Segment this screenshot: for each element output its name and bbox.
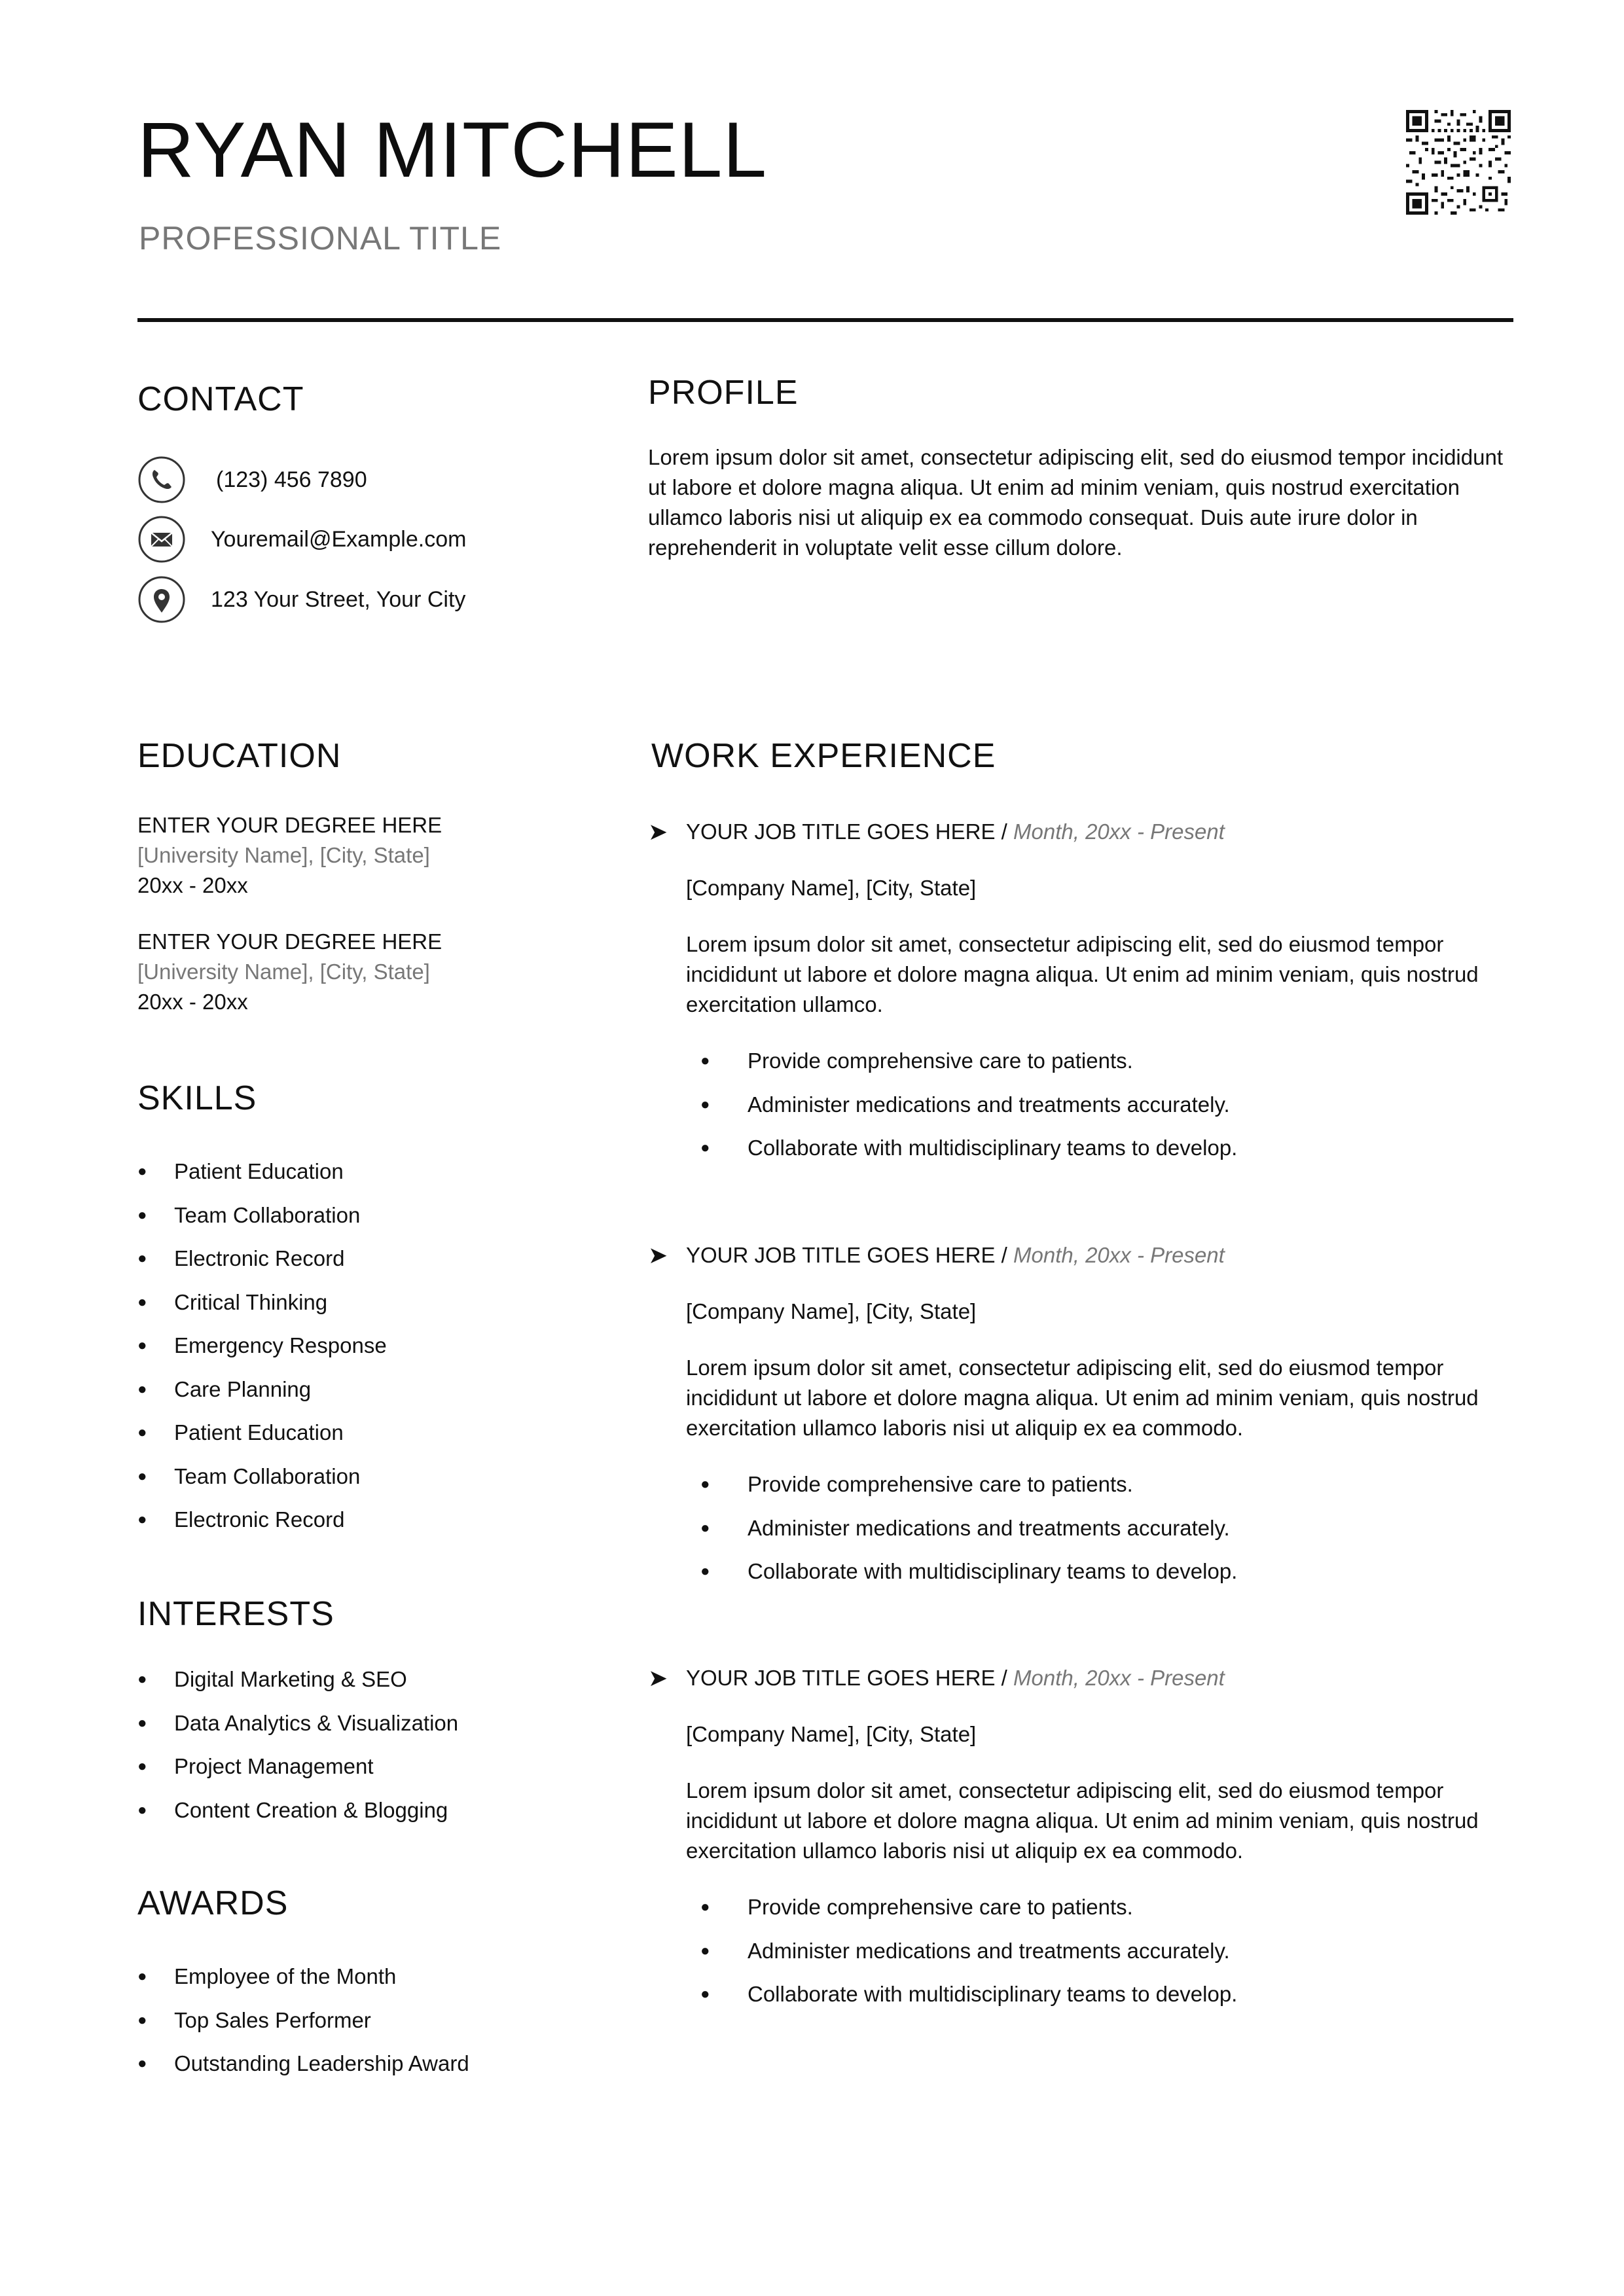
education-entry [137,810,635,901]
contact-phone-row [137,454,661,506]
list-item: ● Content Creation & Blogging [137,1795,648,1839]
job-bullet-list [648,1046,1525,1177]
interests-heading: INTERESTS [137,1595,334,1633]
list-item: ● Patient Education [137,1418,648,1462]
education-heading: EDUCATION [137,737,342,775]
candidate-name: RYAN MITCHELL [137,106,768,194]
contact-phone: (123) 456 7890 [216,467,367,492]
job-header [648,817,1525,847]
list-item: ● Collaborate with multidisciplinary teams to develop. [648,1133,1525,1177]
profile-heading: PROFILE [648,374,799,412]
list-item: ● Critical Thinking [137,1287,648,1331]
arrow-bullet-icon: ➤ [648,1664,668,1691]
job-description: Lorem ipsum dolor sit amet, consectetur adipiscing elit, sed do eiusmod tempor incididunt ut labore et dolore magna aliqua. Ut enim ad minim veniam, quis nostrud exercitation ullamco laboris nisi ut aliquip ex ea commodo. [686,1778,1479,1863]
job-separator: / [995,1666,1014,1690]
education-degree: ENTER YOUR DEGREE HERE [137,813,442,837]
job-entry [648,1663,1525,2023]
job-header [648,1240,1525,1270]
job-company: [Company Name], [City, State] [686,1722,977,1746]
header-divider [137,318,1513,322]
job-entry [648,1240,1525,1600]
arrow-bullet-icon: ➤ [648,818,668,845]
list-item: ● Administer medications and treatments accurately. [648,1513,1525,1557]
contact-email-row [137,513,661,565]
job-title: YOUR JOB TITLE GOES HERE [686,1666,996,1690]
list-item: ● Provide comprehensive care to patients. [648,1892,1525,1936]
contact-email: Youremail@Example.com [211,526,467,552]
list-item: ● Electronic Record [137,1505,648,1549]
job-separator: / [995,819,1014,844]
list-item: ● Team Collaboration [137,1462,648,1505]
education-university: [University Name], [City, State] [137,843,430,867]
education-years: 20xx - 20xx [137,990,248,1014]
professional-title: PROFESSIONAL TITLE [139,220,502,257]
list-item: ● Collaborate with multidisciplinary teams to develop. [648,1556,1525,1600]
education-years: 20xx - 20xx [137,873,248,897]
job-description: Lorem ipsum dolor sit amet, consectetur adipiscing elit, sed do eiusmod tempor incididunt ut labore et dolore magna aliqua. Ut enim ad minim veniam, quis nostrud exercitation ullamco laboris nisi ut aliquip ex ea commodo. [686,1355,1479,1440]
list-item: ● Provide comprehensive care to patients. [648,1046,1525,1090]
list-item: ● Digital Marketing & SEO [137,1664,648,1708]
job-entry [648,817,1525,1177]
job-title: YOUR JOB TITLE GOES HERE [686,819,996,844]
job-separator: / [995,1243,1014,1267]
profile-summary: Lorem ipsum dolor sit amet, consectetur adipiscing elit, sed do eiusmod tempor incididunt ut labore et dolore magna aliqua. Ut enim ad minim veniam, quis nostrud exercitation ullamco laboris nisi ut aliquip ex ea commodo consequat. Duis aute irure dolor in reprehenderit in voluptate velit esse cillum dolore. [648,445,1503,560]
job-date: Month, 20xx - Present [1013,819,1225,844]
envelope-icon [137,515,186,564]
job-date: Month, 20xx - Present [1013,1243,1225,1267]
list-item: ● Project Management [137,1751,648,1795]
contact-address: 123 Your Street, Your City [211,586,466,612]
skills-list [137,1157,648,1549]
education-degree: ENTER YOUR DEGREE HERE [137,929,442,954]
list-item: ● Provide comprehensive care to patients. [648,1469,1525,1513]
interests-list [137,1664,648,1839]
contact-heading: CONTACT [137,380,304,418]
job-title: YOUR JOB TITLE GOES HERE [686,1243,996,1267]
list-item: ● Patient Education [137,1157,648,1200]
list-item: ● Data Analytics & Visualization [137,1708,648,1752]
work-experience-heading: WORK EXPERIENCE [651,737,996,775]
qr-code-icon [1406,110,1511,215]
skills-heading: SKILLS [137,1079,257,1117]
job-header [648,1663,1525,1693]
list-item: ● Team Collaboration [137,1200,648,1244]
phone-icon [137,456,186,504]
arrow-bullet-icon: ➤ [648,1242,668,1268]
awards-list [137,1962,648,2092]
contact-address-row [137,573,661,626]
list-item: ● Top Sales Performer [137,2005,648,2049]
job-bullet-list [648,1892,1525,2023]
list-item: ● Employee of the Month [137,1962,648,2005]
job-date: Month, 20xx - Present [1013,1666,1225,1690]
job-company: [Company Name], [City, State] [686,876,977,900]
job-bullet-list [648,1469,1525,1600]
list-item: ● Collaborate with multidisciplinary teams to develop. [648,1979,1525,2023]
job-description: Lorem ipsum dolor sit amet, consectetur adipiscing elit, sed do eiusmod tempor incididunt ut labore et dolore magna aliqua. Ut enim ad minim veniam, quis nostrud exercitation ullamco. [686,932,1479,1016]
list-item: ● Administer medications and treatments accurately. [648,1936,1525,1980]
job-company: [Company Name], [City, State] [686,1299,977,1323]
list-item: ● Outstanding Leadership Award [137,2049,648,2092]
list-item: ● Care Planning [137,1374,648,1418]
awards-heading: AWARDS [137,1884,289,1922]
list-item: ● Administer medications and treatments accurately. [648,1090,1525,1134]
list-item: ● Emergency Response [137,1331,648,1374]
education-university: [University Name], [City, State] [137,960,430,984]
location-pin-icon [137,575,186,624]
education-entry [137,927,635,1017]
list-item: ● Electronic Record [137,1244,648,1287]
